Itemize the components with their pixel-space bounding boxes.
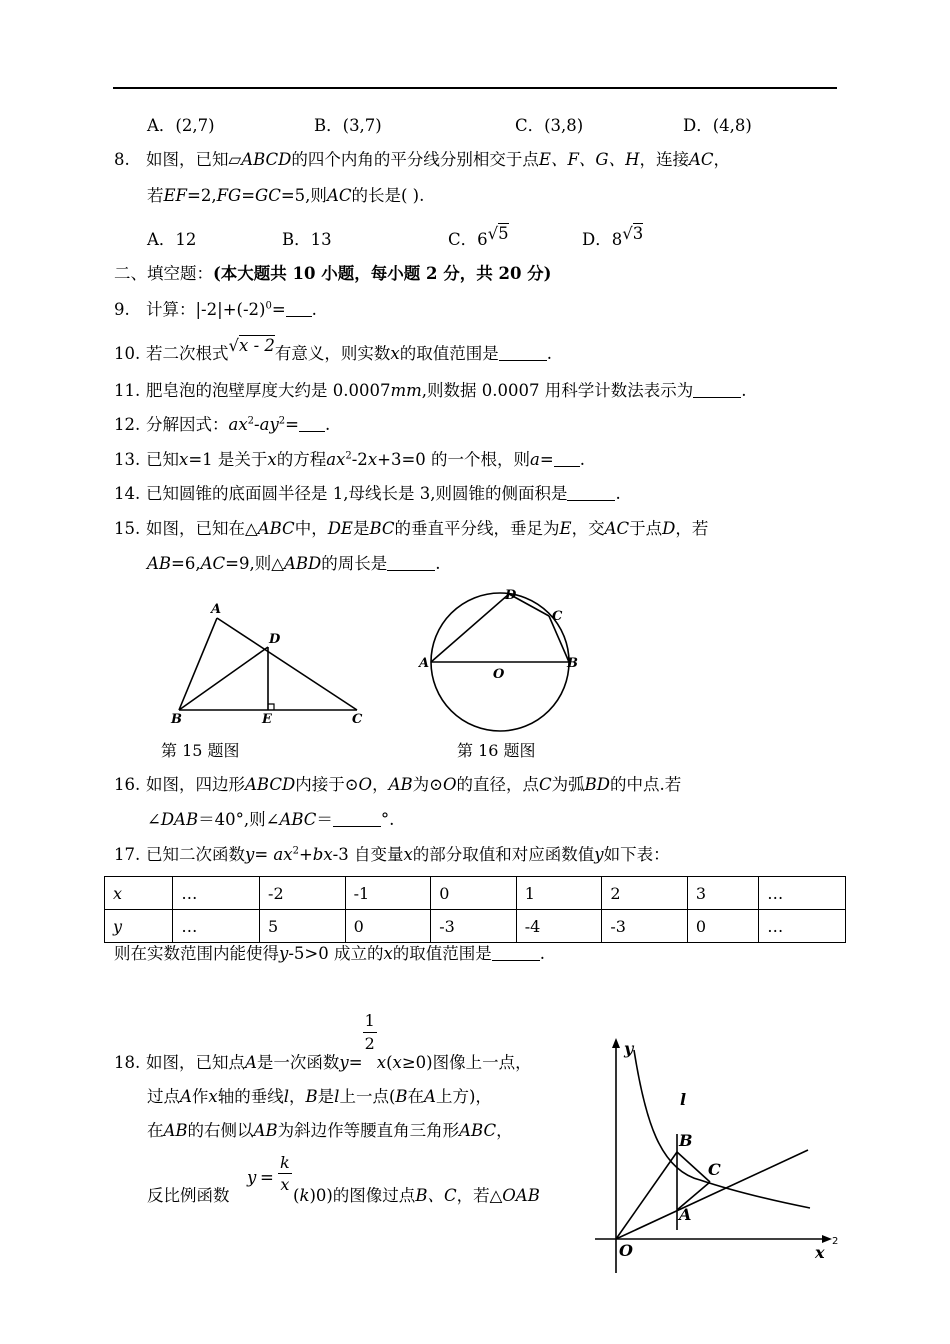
- figure-15: [165, 598, 375, 733]
- table-cell: …: [759, 910, 846, 943]
- q18-line4: 反比例函数 y = $\frac{k}{x}$ (k)0)的图像过点B、C，若△OAB: [147, 1153, 540, 1205]
- fig15-label-b: B: [171, 712, 182, 727]
- fig16-label-d: D: [505, 588, 517, 603]
- fig15-label-e: E: [262, 712, 272, 727]
- fig16-chord-ad: [431, 594, 509, 662]
- fig18-x-arrow: [822, 1235, 832, 1243]
- fig18-hyperbola: [634, 1050, 810, 1208]
- table-cell: …: [173, 910, 260, 943]
- fig16-label-b: B: [567, 656, 578, 671]
- q9: 9. 计算：$|-2|+(-2)^0=$ .: [114, 300, 317, 319]
- q7-option-c: C．(3,8): [515, 116, 584, 135]
- table-row-x: [105, 877, 846, 910]
- figure-16: [413, 582, 588, 732]
- table-cell: …: [759, 877, 846, 910]
- q8-line2: 若EF=2,FG=GC=5,则AC的长是( ).: [147, 186, 425, 205]
- table-cell: -1: [345, 877, 431, 910]
- fig18-label-o: O: [619, 1241, 633, 1260]
- fig18-label-b: B: [679, 1131, 693, 1150]
- q10: 10. 若二次根式√x - 2有意义，则实数x的取值范围是 .: [114, 336, 552, 363]
- table-cell: x: [105, 877, 173, 910]
- q8-option-b: B．13: [282, 230, 332, 249]
- fig15-label-c: C: [352, 712, 363, 727]
- figure-15-caption: 第 15 题图: [161, 741, 240, 760]
- q12: 12. 分解因式：$ax^2-ay^2=$ .: [114, 415, 331, 434]
- fig18-label-c: C: [708, 1160, 721, 1179]
- table-cell: 0: [687, 910, 758, 943]
- q18-line1: 18. 如图，已知点A是一次函数y= $\frac{1}{2}$ x(x≥0)图像上一点，: [114, 1011, 532, 1072]
- q17: 17. 已知二次函数$y= ax^2+bx-3$ 自变量x的部分取值和对应函数值y如下表：: [114, 845, 670, 864]
- q15-line2: AB=6,AC=9,则△ABD的周长是 .: [147, 554, 441, 573]
- q16-line2: ∠DAB＝40°,则∠ABC＝ °.: [147, 810, 395, 829]
- q16-line1: 16. 如图，四边形ABCD内接于⊙O，AB为⊙O的直径，点C为弧BD的中点.若: [114, 775, 682, 794]
- fig15-right-angle-mark: [268, 704, 274, 710]
- q15-line1: 15. 如图，已知在△ABC中，DE是BC的垂直平分线，垂足为E，交AC于点D，若: [114, 519, 709, 538]
- table-row-y: [105, 910, 846, 943]
- fig15-label-d: D: [269, 632, 281, 647]
- fig16-label-a: A: [419, 656, 430, 671]
- q8-option-d: D．8√3: [582, 224, 644, 249]
- header-rule: [113, 87, 837, 89]
- table-cell: 2: [602, 877, 688, 910]
- q11: 11. 肥皂泡的泡壁厚度大约是 0.0007mm,则数据 0.0007 用科学计数法表示为 .: [114, 381, 747, 400]
- table-cell: 5: [260, 910, 346, 943]
- figure-16-caption: 第 16 题图: [457, 741, 536, 760]
- table-cell: 0: [431, 877, 517, 910]
- fig18-label-a: A: [679, 1205, 692, 1224]
- q8-option-a: A．12: [147, 230, 197, 249]
- table-cell: 3: [687, 877, 758, 910]
- q17-value-table: [104, 876, 846, 943]
- table-cell: y: [105, 910, 173, 943]
- table-cell: -3: [431, 910, 517, 943]
- fig18-label-y: y: [624, 1039, 634, 1058]
- q14: 14. 已知圆锥的底面圆半径是 1,母线长是 3,则圆锥的侧面积是 .: [114, 484, 621, 503]
- table-cell: 1: [516, 877, 602, 910]
- fig18-label-l: l: [680, 1090, 687, 1109]
- fig15-side-ac: [217, 618, 357, 710]
- q8-line1: 8. 如图，已知▱ABCD的四个内角的平分线分别相交于点E、F、G、H，连接AC，: [114, 150, 731, 169]
- section2-heading: 二、填空题：(本大题共 10 小题，每小题 2 分，共 20 分): [114, 264, 552, 283]
- fig16-label-o: O: [493, 667, 505, 682]
- q8-option-c: C．6√5: [448, 224, 509, 249]
- q18-line3: 在AB的右侧以AB为斜边作等腰直角三角形ABC，: [147, 1121, 513, 1140]
- q17-question: 则在实数范围内能使得y-5>0 成立的x的取值范围是 .: [114, 944, 546, 963]
- table-cell: …: [173, 877, 260, 910]
- q7-option-a: A．(2,7): [147, 116, 215, 135]
- table-cell: -2: [260, 877, 346, 910]
- fig18-y-arrow: [612, 1038, 620, 1048]
- q13: 13. 已知x=1 是关于x的方程$ax^2-2x+3=0$ 的一个根，则a= .: [114, 450, 585, 469]
- table-cell: 0: [345, 910, 431, 943]
- fig18-segment-ob: [616, 1152, 677, 1239]
- fig18-edge-mark: 2: [832, 1236, 839, 1247]
- fig16-label-c: C: [552, 609, 563, 624]
- fig15-label-a: A: [211, 602, 222, 617]
- q7-option-d: D．(4,8): [683, 116, 752, 135]
- figure-18: [590, 1030, 840, 1276]
- table-cell: -4: [516, 910, 602, 943]
- table-cell: -3: [602, 910, 688, 943]
- q18-line2: 过点A作x轴的垂线l，B是l上一点(B在A上方)，: [147, 1087, 492, 1106]
- q7-option-b: B．(3,7): [314, 116, 382, 135]
- parallelogram-icon: ▱: [228, 150, 242, 169]
- fig18-label-x: x: [815, 1243, 825, 1262]
